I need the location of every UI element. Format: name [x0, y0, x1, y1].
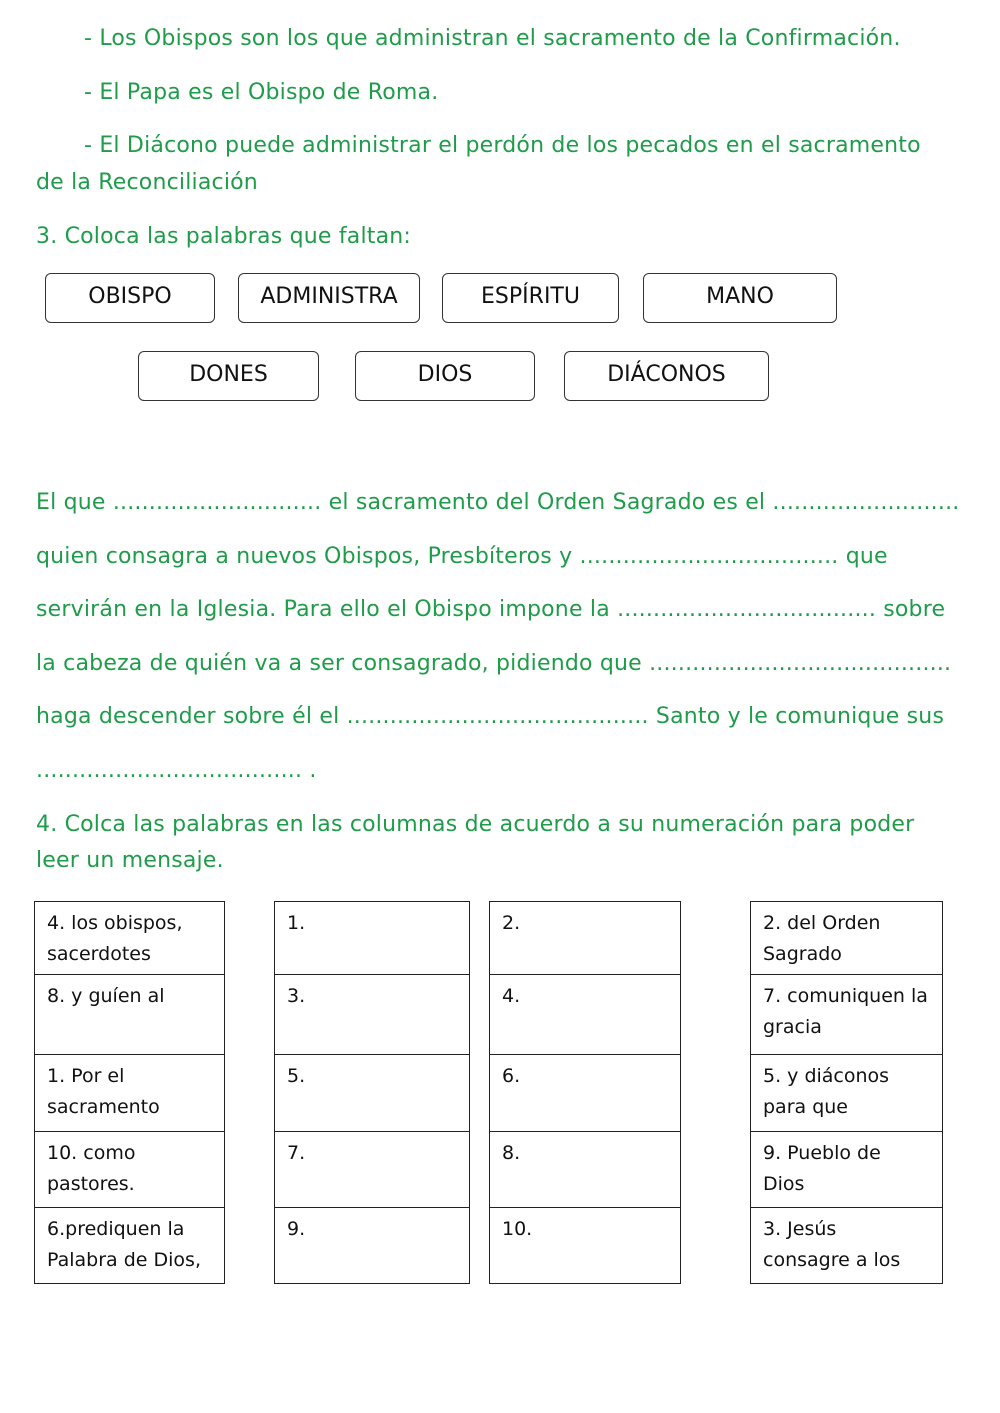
paragraph-line-4: la cabeza de quién va a ser consagrado, pidiendo que ..........................................	[36, 651, 952, 676]
cell-text: Dios	[763, 1173, 805, 1195]
answer-cell[interactable]: 1.	[275, 902, 470, 975]
answer-cell[interactable]: 10.	[490, 1208, 681, 1284]
section-3-title: 3. Coloca las palabras que faltan:	[36, 224, 412, 249]
cell-text: 10. como	[47, 1142, 136, 1164]
right-cell	[751, 1132, 943, 1208]
cell-text: Sagrado	[763, 943, 842, 965]
cell-text: 3. Jesús	[763, 1218, 837, 1240]
paragraph-line-3: servirán en la Iglesia. Para ello el Obispo impone la .................................... sobre	[36, 597, 946, 622]
right-cell	[751, 975, 943, 1055]
answer-cell[interactable]: 3.	[275, 975, 470, 1055]
paragraph-line-5: haga descender sobre él el .......................................... Santo y le comunique sus	[36, 704, 945, 729]
left-cell	[35, 1055, 225, 1132]
left-cell	[35, 902, 225, 975]
word-box-diaconos[interactable]: DIÁCONOS	[564, 351, 769, 401]
cell-text: 7. comuniquen la	[763, 985, 928, 1007]
answer-cell[interactable]: 6.	[490, 1055, 681, 1132]
section-4-title: 4. Colca las palabras en las columnas de acuerdo a su numeración para poder	[36, 812, 915, 837]
cell-text: 1. Por el	[47, 1065, 125, 1087]
word-box-mano[interactable]: MANO	[643, 273, 837, 323]
answer-cell[interactable]: 7.	[275, 1132, 470, 1208]
answer-cell[interactable]: 2.	[490, 902, 681, 975]
right-cell	[751, 1055, 943, 1132]
right-cell	[751, 902, 943, 975]
cell-text: pastores.	[47, 1173, 135, 1195]
left-cell	[35, 975, 225, 1055]
cell-text: 6.prediquen la	[47, 1218, 185, 1240]
statement-1: - Los Obispos son los que administran el sacramento de la Confirmación.	[84, 26, 901, 51]
word-box-obispo[interactable]: OBISPO	[45, 273, 215, 323]
cell-text: 8. y guíen al	[47, 985, 165, 1007]
statement-3-continued: de la Reconciliación	[36, 170, 258, 195]
paragraph-line-2: quien consagra a nuevos Obispos, Presbíteros y .................................... que	[36, 544, 888, 569]
answer-column-odd	[274, 901, 470, 1284]
word-box-administra[interactable]: ADMINISTRA	[238, 273, 420, 323]
cell-text: para que	[763, 1096, 848, 1118]
answer-cell[interactable]: 8.	[490, 1132, 681, 1208]
cell-text: sacerdotes	[47, 943, 151, 965]
right-cell	[751, 1208, 943, 1284]
cell-text: 4. los obispos,	[47, 912, 183, 934]
cell-text: 5. y diáconos	[763, 1065, 890, 1087]
cell-text: Palabra de Dios,	[47, 1249, 201, 1271]
cell-text: 9. Pueblo de	[763, 1142, 881, 1164]
answer-cell[interactable]: 4.	[490, 975, 681, 1055]
word-box-dones[interactable]: DONES	[138, 351, 319, 401]
answer-column-even	[489, 901, 681, 1284]
word-box-dios[interactable]: DIOS	[355, 351, 535, 401]
answer-cell[interactable]: 9.	[275, 1208, 470, 1284]
left-cell	[35, 1208, 225, 1284]
paragraph-line-6: ..................................... .	[36, 758, 317, 783]
statement-3: - El Diácono puede administrar el perdón de los pecados en el sacramento	[84, 133, 921, 158]
answer-cell[interactable]: 5.	[275, 1055, 470, 1132]
statement-2: - El Papa es el Obispo de Roma.	[84, 80, 439, 105]
cell-text: 2. del Orden	[763, 912, 881, 934]
word-box-espiritu[interactable]: ESPÍRITU	[442, 273, 619, 323]
cell-text: sacramento	[47, 1096, 160, 1118]
cell-text: consagre a los	[763, 1249, 901, 1271]
right-word-column	[750, 901, 943, 1284]
section-4-title-continued: leer un mensaje.	[36, 848, 224, 873]
left-cell	[35, 1132, 225, 1208]
paragraph-line-1: El que ............................. el sacramento del Orden Sagrado es el ..........................	[36, 490, 960, 515]
left-word-column	[34, 901, 225, 1284]
cell-text: gracia	[763, 1016, 822, 1038]
